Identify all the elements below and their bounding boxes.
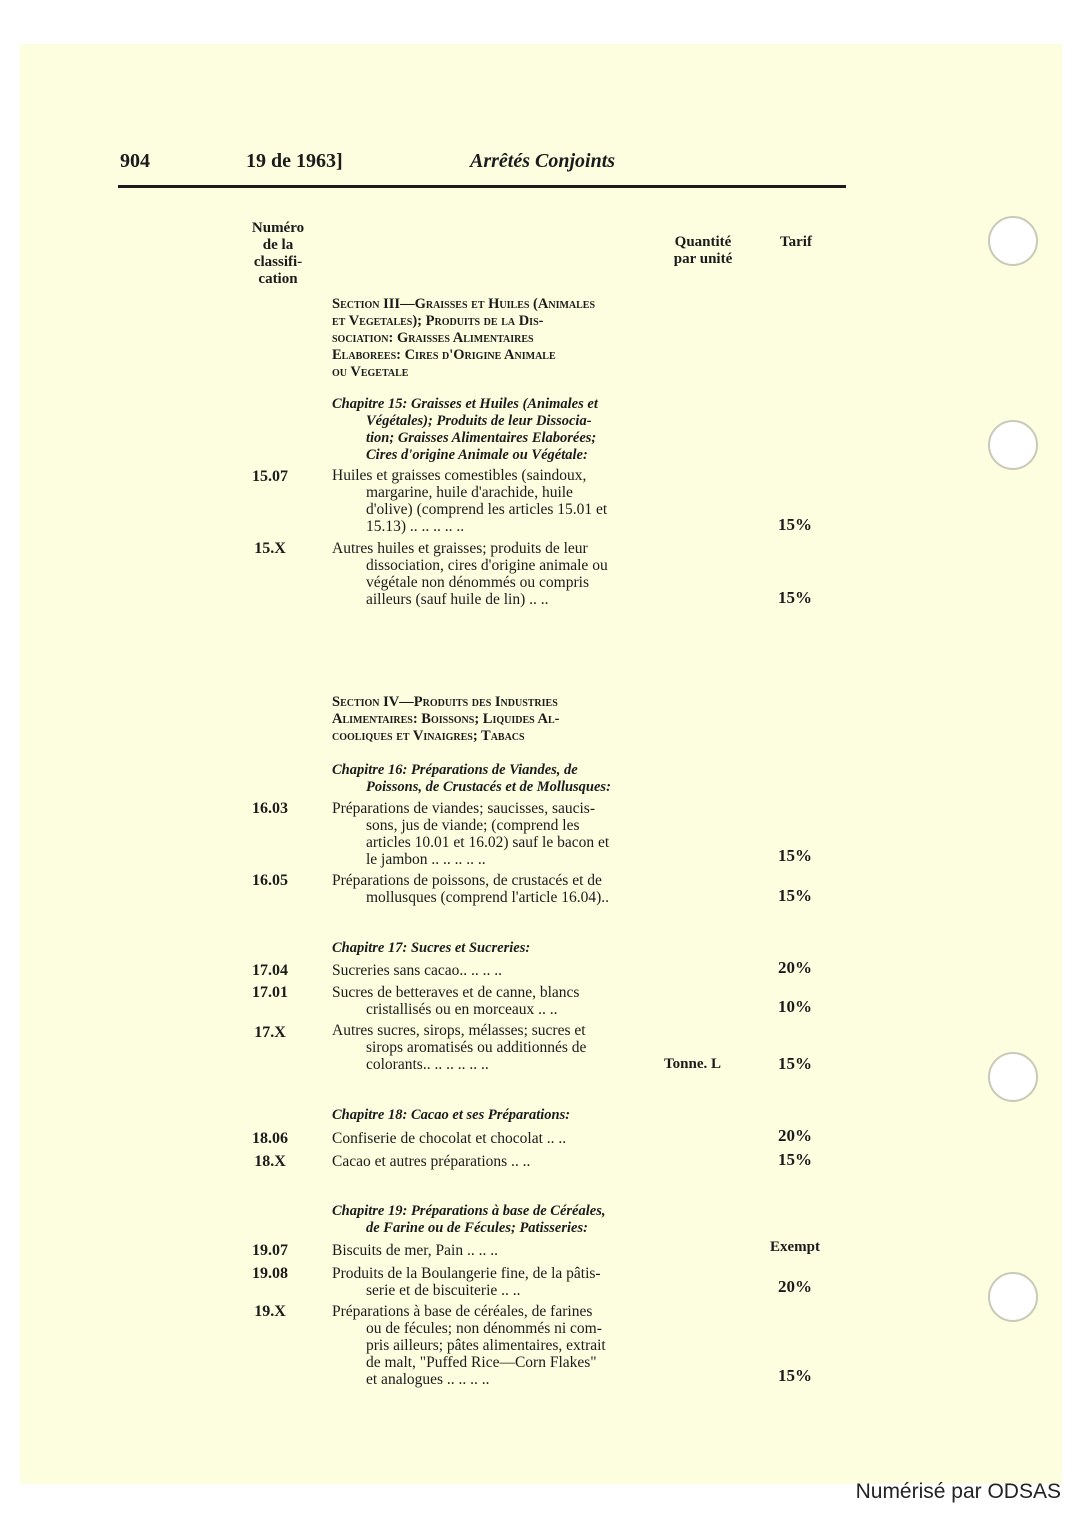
entry-description: Préparations à base de céréales, de farines ou de fécules; non dénommés ni com- pris ailleurs; pâtes alimentaires, extrait de malt, "Puffed Rice—Corn Flakes" et analogues .. .. .. ..	[332, 1303, 606, 1388]
entry-description: Cacao et autres préparations .. ..	[332, 1153, 531, 1170]
entry-description: Autres huiles et graisses; produits de leur dissociation, cires d'origine animale ou végétale non dénommés ou compris ailleurs (sauf huile de lin) .. ..	[332, 540, 608, 608]
binder-hole	[988, 420, 1038, 470]
entry-description: Préparations de poissons, de crustacés et de mollusques (comprend l'article 16.04)..	[332, 872, 609, 906]
chapter-heading: Chapitre 15: Graisses et Huiles (Animales et Végétales); Produits de leur Dissocia- tion; Graisses Alimentaires Elaborées; Cires d'origine Animale ou Végétale:	[332, 396, 598, 463]
tarif-value: 20%	[778, 958, 812, 977]
binder-hole	[988, 216, 1038, 266]
classification-number: 18.X	[254, 1153, 286, 1170]
tarif-value: 15%	[778, 588, 812, 607]
classification-number: 15.X	[254, 540, 286, 557]
entry-description: Produits de la Boulangerie fine, de la pâtis- serie et de biscuiterie .. ..	[332, 1265, 601, 1299]
chapter-heading: Chapitre 18: Cacao et ses Préparations:	[332, 1107, 571, 1123]
tarif-value: 15%	[778, 1054, 812, 1073]
header-year: 19 de 1963]	[246, 150, 343, 172]
classification-number: 19.X	[254, 1303, 286, 1320]
chapter-heading: Chapitre 17: Sucres et Sucreries:	[332, 940, 531, 956]
classification-number: 19.08	[252, 1265, 288, 1282]
entry-description: Huiles et graisses comestibles (saindoux, margarine, huile d'arachide, huile d'olive) (comprend les articles 15.01 et 15.13) .. .. .. .. ..	[332, 467, 608, 535]
classification-number: 19.07	[252, 1242, 288, 1259]
entry-description: Autres sucres, sirops, mélasses; sucres et sirops aromatisés ou additionnés de colorants.. .. .. .. .. ..	[332, 1022, 587, 1073]
tarif-value: 15%	[778, 886, 812, 905]
entry-description: Préparations de viandes; saucisses, saucis- sons, jus de viande; (comprend les articles 10.01 et 16.02) sauf le bacon et le jambon .. .. .. .. ..	[332, 800, 610, 868]
classification-number: 16.05	[252, 872, 288, 889]
tarif-value: 20%	[778, 1277, 812, 1296]
digitization-credit: Numérisé par ODSAS	[855, 1480, 1061, 1503]
classification-number: 18.06	[252, 1130, 288, 1147]
header-rule	[118, 185, 846, 188]
tarif-value: 15%	[778, 1366, 812, 1385]
chapter-heading: Chapitre 19: Préparations à base de Céréales, de Farine ou de Fécules; Patisseries:	[332, 1203, 606, 1236]
binder-hole	[988, 1052, 1038, 1102]
entry-description: Confiserie de chocolat et chocolat .. ..	[332, 1130, 567, 1147]
entry-description: Sucreries sans cacao.. .. .. ..	[332, 962, 503, 979]
header-title: Arrêtés Conjoints	[470, 150, 616, 172]
tarif-value: 20%	[778, 1126, 812, 1145]
tarif-value: 10%	[778, 997, 812, 1016]
page-number: 904	[120, 150, 150, 172]
tarif-value: 15%	[778, 515, 812, 534]
classification-number: 16.03	[252, 800, 288, 817]
classification-number: 17.04	[252, 962, 288, 979]
column-header-tarif: Tarif	[780, 234, 812, 250]
entry-description: Biscuits de mer, Pain .. .. ..	[332, 1242, 498, 1259]
column-header-quantite: Quantité par unité	[673, 234, 733, 267]
section-heading: Section IV—Produits des Industries Alimentaires: Boissons; Liquides Al- cooliques et Vinaigres; Tabacs	[332, 694, 560, 744]
classification-number: 17.01	[252, 984, 288, 1001]
section-heading: Section III—Graisses et Huiles (Animales et Vegetales); Produits de la Dis- sociation: Graisses Alimentaires Elaborees: Cires d'Origine Animale ou Vegetale	[332, 296, 596, 380]
entry-description: Sucres de betteraves et de canne, blancs cristallisés ou en morceaux .. ..	[332, 984, 580, 1018]
column-header-numero: Numéro de la classifi- cation	[251, 220, 305, 287]
tarif-value: 15%	[778, 846, 812, 865]
classification-number: 15.07	[252, 468, 288, 485]
classification-number: 17.X	[254, 1024, 286, 1041]
binder-hole	[988, 1272, 1038, 1322]
tarif-value: 15%	[778, 1150, 812, 1169]
chapter-heading: Chapitre 16: Préparations de Viandes, de Poissons, de Crustacés et de Mollusques:	[332, 762, 611, 795]
quantity-unit: Tonne. L	[664, 1056, 721, 1072]
tarif-value: Exempt	[770, 1239, 820, 1255]
